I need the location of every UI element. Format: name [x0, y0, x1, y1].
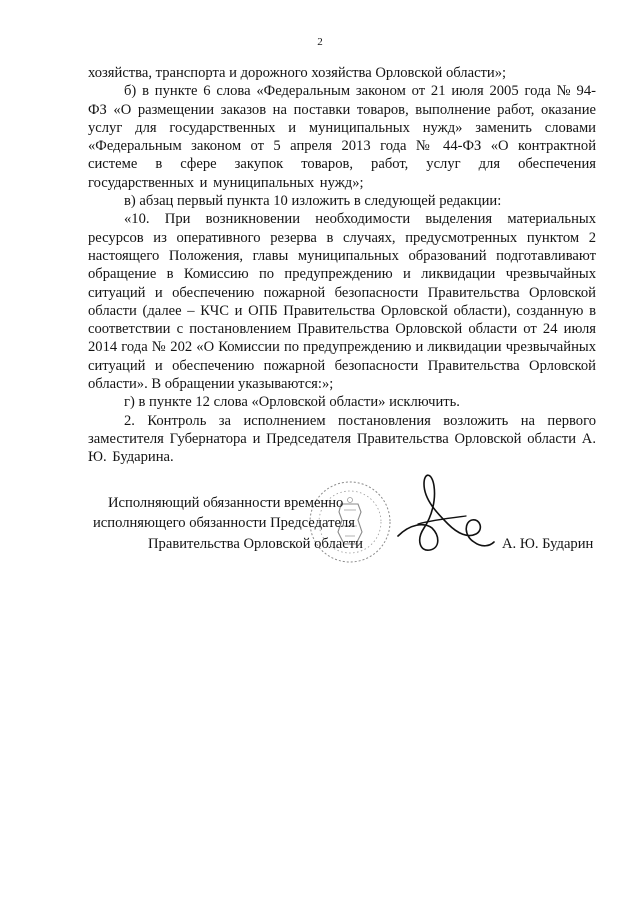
paragraph-quote-10: «10. При возникновении необходимости выделения материальных ресурсов из оперативного резерва в случаях, предусмотренных пунктом 2 настоящего Положения, главы муниципальных образований подготавливают обращение в Комиссию по предупреждению и ликвидации чрезвычайных ситуаций и обеспечению пожарной безопасности Правительства Орловской области (далее – КЧС и ОПБ Правительства Орловской области), созданную в соответствии с постановлением Правительства Орловской области от 24 июля 2014 года № 202 «О Комиссии по предупреждению и ликвидации чрезвычайных ситуаций и обеспечению пожарной безопасности Правительства Орловской области». В обращении указываются:»;: [88, 211, 596, 393]
paragraph-item-b: б) в пункте 6 слова «Федеральным законом от 21 июля 2005 года № 94-ФЗ «О размещении заказов на поставки товаров, выполнение работ, оказание услуг для государственных и муниципальных нужд» заменить словами «Федеральным законом от 5 апреля 2013 года № 44-ФЗ «О контрактной системе в сфере закупок товаров, работ, услуг для обеспечения государственных и муниципальных нужд»;: [88, 83, 596, 191]
page-number: 2: [317, 36, 323, 48]
paragraph-control: 2. Контроль за исполнением постановления возложить на первого заместителя Губернатора и Председателя Правительства Орловской области А. Ю. Бударина.: [88, 412, 596, 466]
signatory-title-line-1: Исполняющий обязанности временно: [108, 495, 344, 511]
signatory-title-line-2: исполняющего обязанности Председателя: [93, 515, 355, 531]
signatory-title-line-3: Правительства Орловской области: [148, 536, 363, 552]
signature-block: [0, 460, 640, 600]
handwritten-signature-icon: [388, 466, 498, 566]
paragraph-item-v: в) абзац первый пункта 10 изложить в следующей редакции:: [124, 193, 502, 210]
signatory-name: А. Ю. Бударин: [502, 536, 594, 552]
paragraph-continuation: хозяйства, транспорта и дорожного хозяйства Орловской области»;: [88, 65, 507, 81]
document-body: [88, 64, 596, 467]
paragraph-item-g: г) в пункте 12 слова «Орловской области» исключить.: [124, 394, 460, 411]
